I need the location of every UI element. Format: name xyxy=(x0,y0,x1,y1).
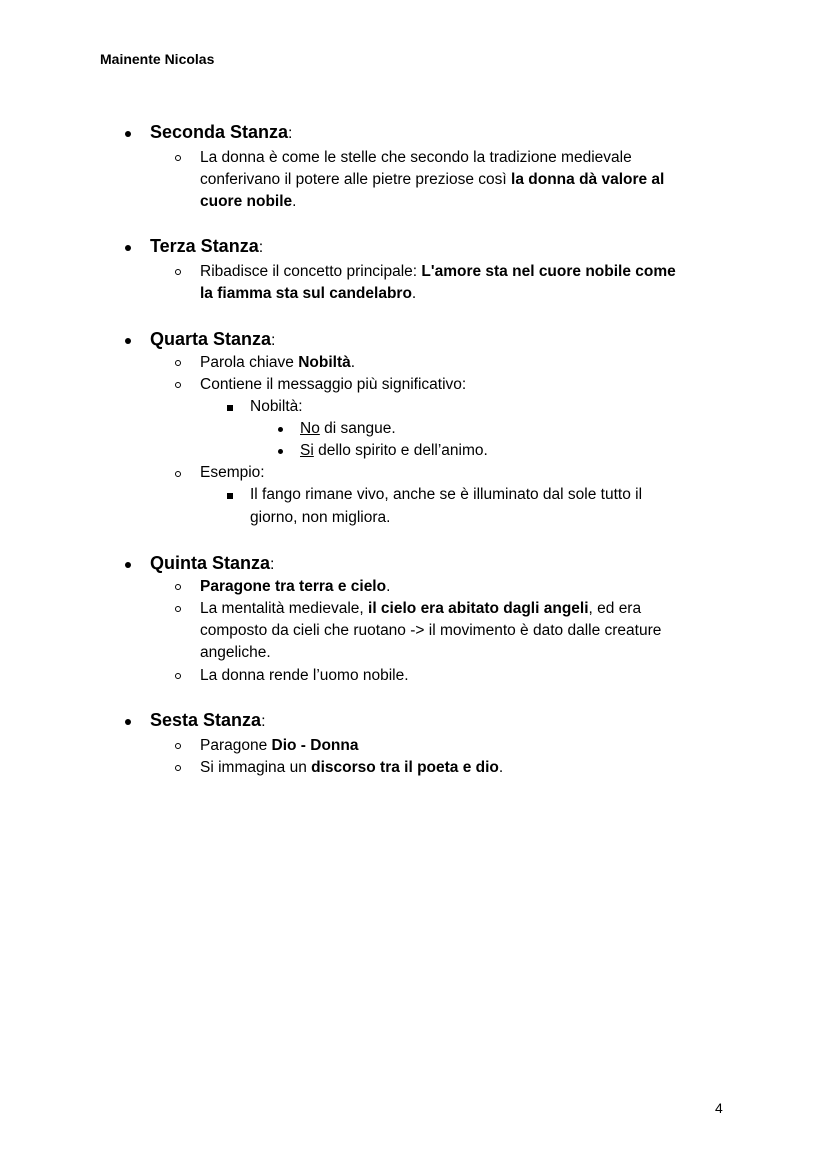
level2-bullet xyxy=(175,269,181,275)
text-line: Si immagina un discorso tra il poeta e dio. xyxy=(200,759,504,776)
section-heading-seconda-stanza: Seconda Stanza: xyxy=(150,122,293,142)
level4-bullet xyxy=(278,427,283,432)
document-header-author: Mainente Nicolas xyxy=(100,51,215,67)
text-line: angeliche. xyxy=(200,644,271,661)
level2-bullet xyxy=(175,765,181,771)
text-line: Esempio: xyxy=(200,464,265,481)
text-line: Parola chiave Nobiltà. xyxy=(200,354,356,371)
level2-bullet xyxy=(175,673,181,679)
level2-bullet xyxy=(175,584,181,590)
text-line: Si dello spirito e dell’animo. xyxy=(300,442,488,459)
text-line: Contiene il messaggio più significativo: xyxy=(200,376,467,393)
level3-bullet xyxy=(227,405,233,411)
text-line: Nobiltà: xyxy=(250,398,303,415)
level2-bullet xyxy=(175,360,181,366)
text-line: La donna è come le stelle che secondo la tradizione medievale xyxy=(200,149,632,166)
section-heading-quarta-stanza: Quarta Stanza: xyxy=(150,329,276,349)
level1-bullet xyxy=(125,562,131,568)
text-line: La donna rende l’uomo nobile. xyxy=(200,667,409,684)
text-line: No di sangue. xyxy=(300,420,396,437)
level4-bullet xyxy=(278,449,283,454)
page-number: 4 xyxy=(715,1100,723,1116)
section-heading-terza-stanza: Terza Stanza: xyxy=(150,236,264,256)
level1-bullet xyxy=(125,338,131,344)
level1-bullet xyxy=(125,719,131,725)
text-line: Paragone Dio - Donna xyxy=(200,737,359,754)
level1-bullet xyxy=(125,131,131,137)
text-line: Il fango rimane vivo, anche se è illuminato dal sole tutto il xyxy=(250,486,643,503)
text-line: giorno, non migliora. xyxy=(250,509,391,526)
level2-bullet xyxy=(175,382,181,388)
text-line: conferivano il potere alle pietre preziose così la donna dà valore al xyxy=(200,171,665,188)
level2-bullet xyxy=(175,606,181,612)
level2-bullet xyxy=(175,155,181,161)
text-line: composto da cieli che ruotano -> il movimento è dato dalle creature xyxy=(200,622,662,639)
section-heading-quinta-stanza: Quinta Stanza: xyxy=(150,553,275,573)
text-line: cuore nobile. xyxy=(200,193,297,210)
level2-bullet xyxy=(175,743,181,749)
level2-bullet xyxy=(175,471,181,477)
level3-bullet xyxy=(227,493,233,499)
text-line: Paragone tra terra e cielo. xyxy=(200,578,391,595)
section-heading-sesta-stanza: Sesta Stanza: xyxy=(150,710,266,730)
text-line: La mentalità medievale, il cielo era abitato dagli angeli, ed era xyxy=(200,600,642,617)
level1-bullet xyxy=(125,245,131,251)
text-line: Ribadisce il concetto principale: L'amore sta nel cuore nobile come xyxy=(200,263,676,280)
text-line: la fiamma sta sul candelabro. xyxy=(200,285,417,302)
